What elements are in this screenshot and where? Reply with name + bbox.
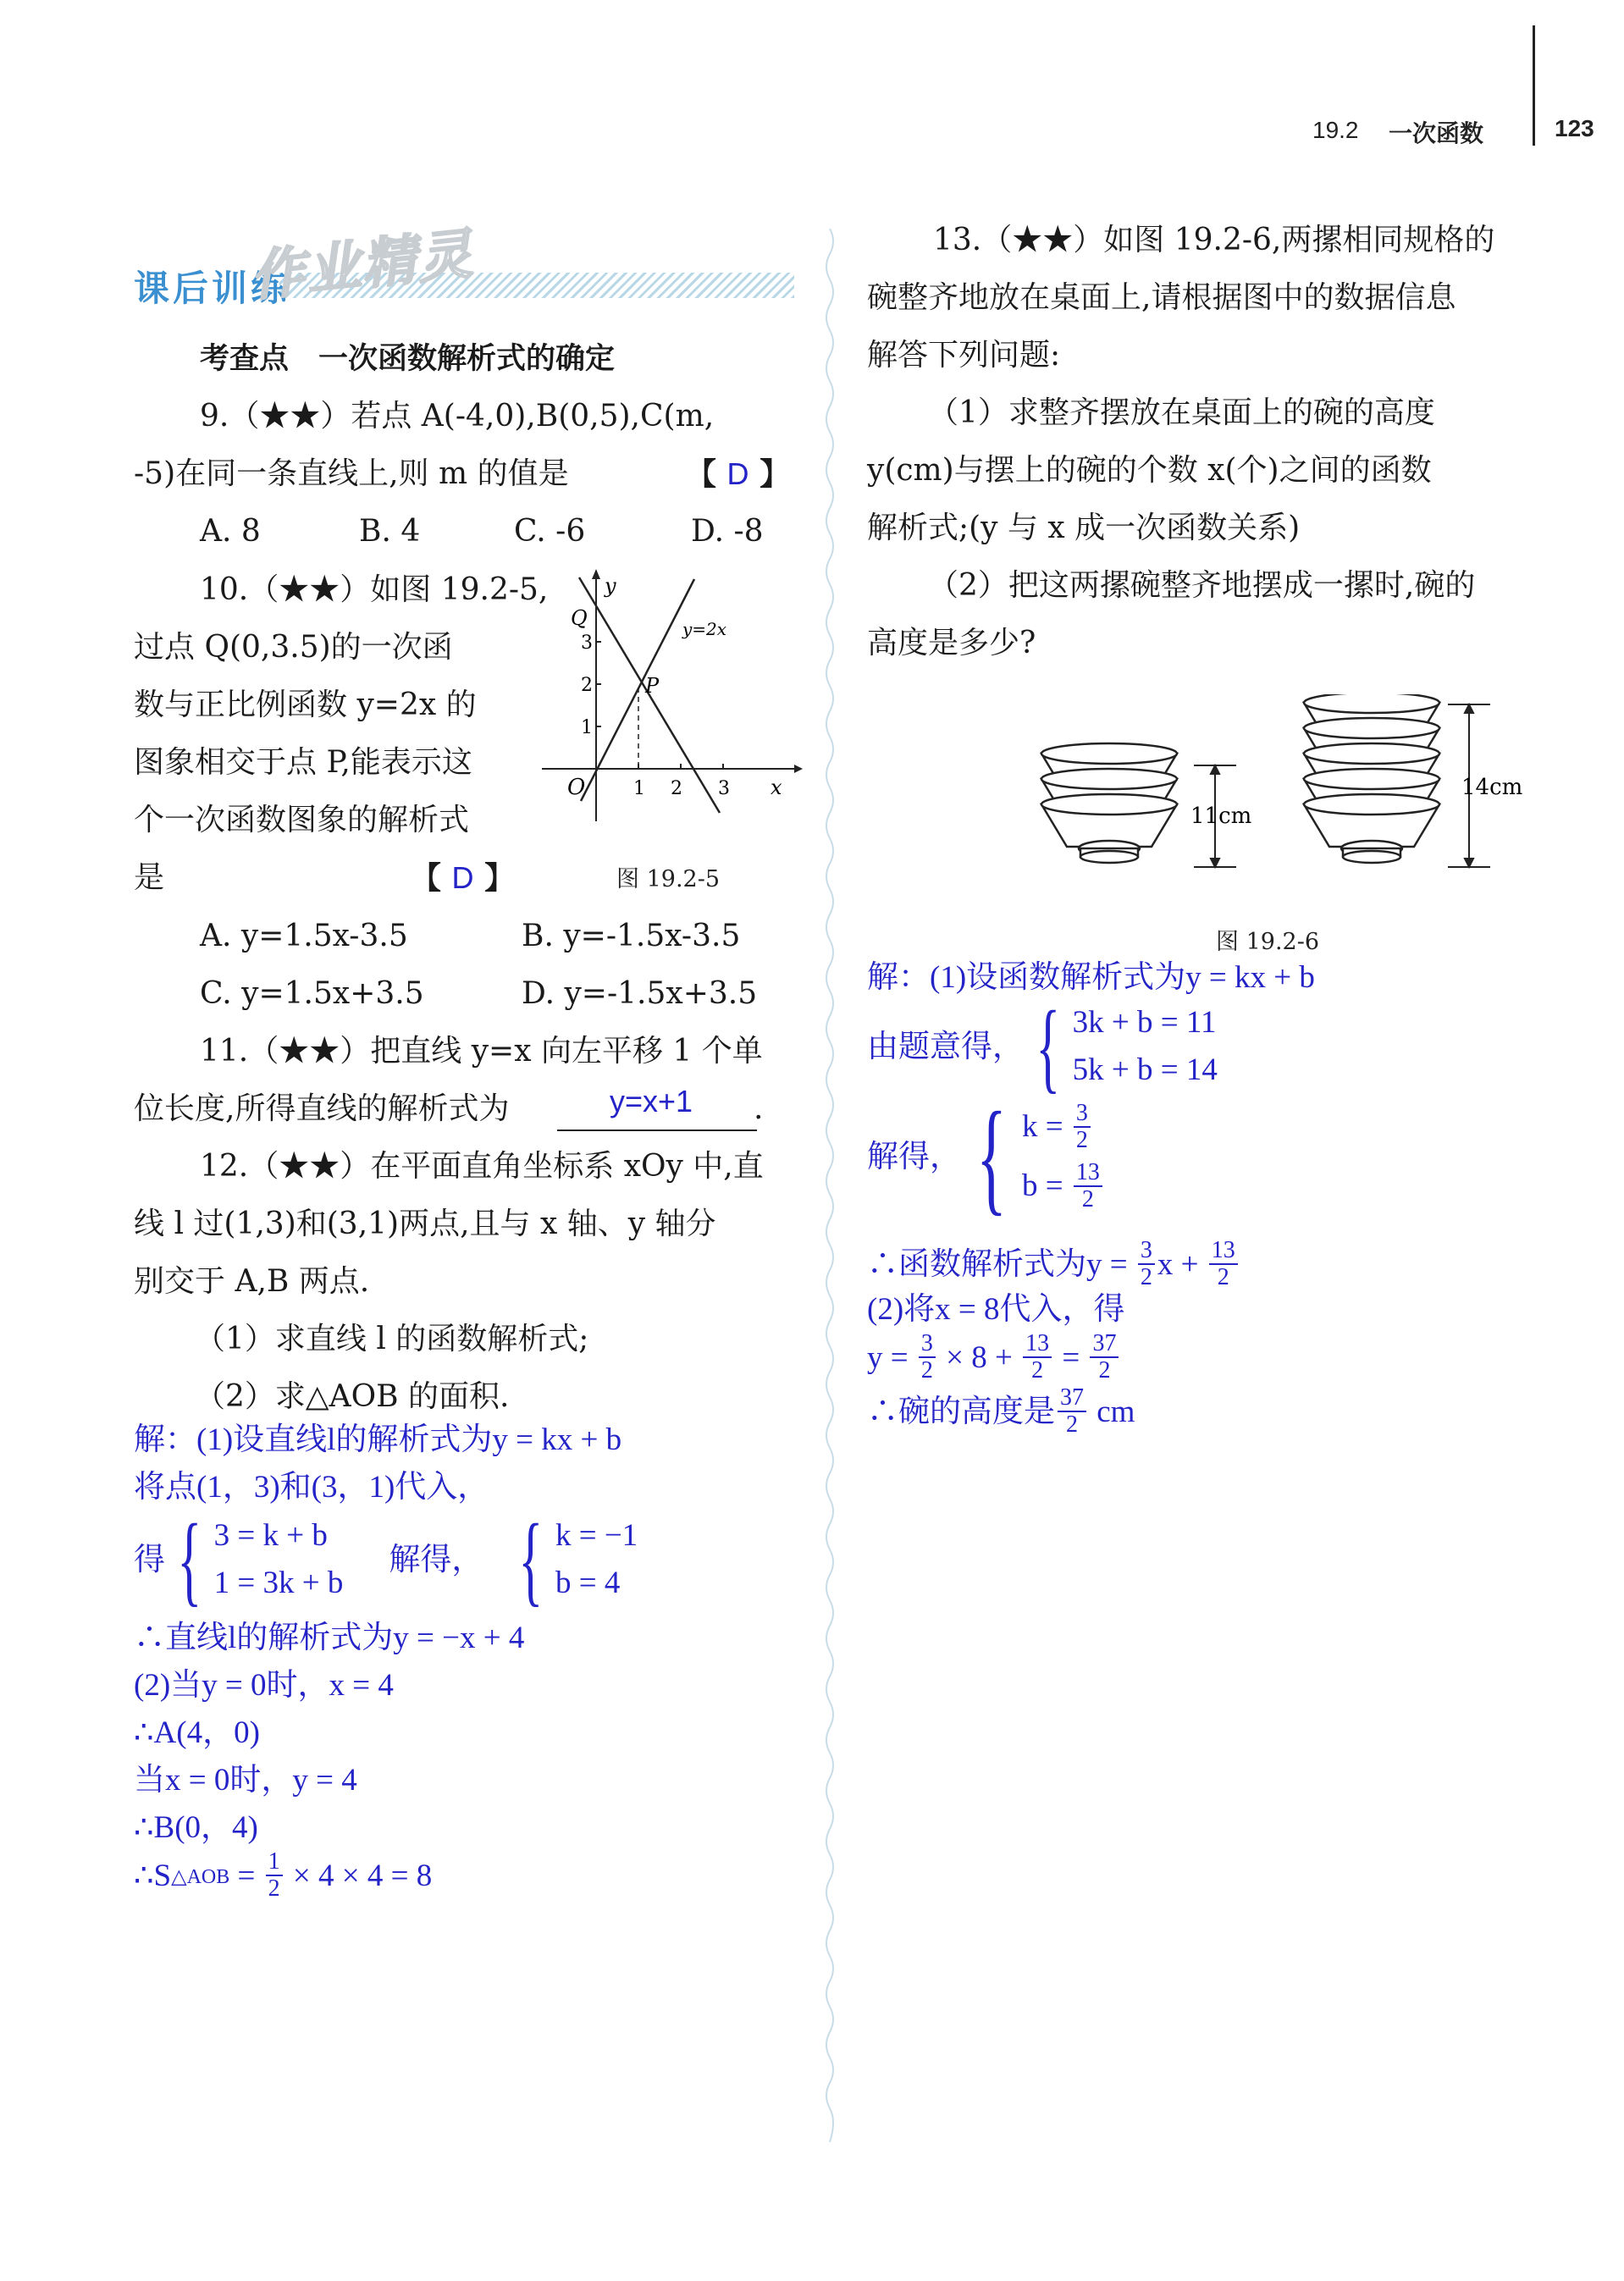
q10-answer: D xyxy=(451,860,474,895)
sol13-system2 xyxy=(867,1086,1105,1227)
sol12-l9b: = xyxy=(229,1858,263,1893)
q10-line6: 是 xyxy=(134,860,165,895)
sol12-line4: ∴直线l的解析式为y = −x + 4 xyxy=(134,1621,525,1655)
sol12-line7: 当x = 0时，y = 4 xyxy=(134,1763,357,1798)
sol12-l9sub: △AOB xyxy=(171,1866,230,1888)
sol12-l9a: ∴S xyxy=(134,1858,172,1893)
q13-line8: 高度是多少? xyxy=(867,626,1036,660)
q12-line2: 线 l 过(1,3)和(3,1)两点,且与 x 轴、y 轴分 xyxy=(134,1207,716,1241)
fraction: $\frac{13}{2}$ xyxy=(1209,1238,1238,1290)
brace-icon: { xyxy=(976,1086,1007,1227)
q9-option-c: C. -6 xyxy=(514,514,586,549)
y-tick-label-3: 3 xyxy=(581,632,593,654)
x-tick-label-3: 3 xyxy=(718,778,730,799)
sol12-l9c: × 4 × 4 = 8 xyxy=(284,1858,433,1893)
figure-19-2-5 xyxy=(533,567,804,838)
line-label: y=2x xyxy=(682,619,727,639)
q13-line1: 13.（★★）如图 19.2-6,两摞相同规格的 xyxy=(933,223,1495,257)
fraction: $\frac{3}{2}$ xyxy=(1138,1238,1155,1290)
y-label: y xyxy=(605,574,616,598)
q11-end: . xyxy=(754,1091,764,1126)
sol12-line5: (2)当y = 0时，x = 4 xyxy=(134,1668,394,1703)
sol13-line1: 解：(1)设函数解析式为y = kx + b xyxy=(867,960,1315,995)
sol12-eq2b: b = 4 xyxy=(555,1566,621,1600)
sol13-eq1b: 5k + b = 14 xyxy=(1072,1052,1218,1087)
brace-icon: { xyxy=(1036,990,1061,1102)
fraction: $\frac{3}{2}$ xyxy=(919,1331,936,1384)
x-tick-label-2: 2 xyxy=(671,778,682,799)
sol13-eq1a: 3k + b = 11 xyxy=(1072,1005,1217,1040)
q13-line4: （1）求整齐摆放在桌面上的碗的高度 xyxy=(928,395,1435,430)
q13-line2: 碗整齐地放在桌面上,请根据图中的数据信息 xyxy=(867,280,1456,315)
q9-line1: 9.（★★）若点 A(-4,0),B(0,5),C(m, xyxy=(200,399,715,434)
sol12-eq2a: k = −1 xyxy=(555,1518,638,1553)
q12-line3: 别交于 A,B 两点. xyxy=(134,1264,370,1299)
q13-line3: 解答下列问题: xyxy=(867,338,1061,373)
sol12-line8: ∴B(0，4) xyxy=(134,1810,258,1845)
sol13-line4: ∴函数解析式为y = $\frac{3}{2}$ x + $\frac{13}{2}$ xyxy=(867,1238,1240,1290)
x-axis-arrow xyxy=(794,765,803,773)
q10-line3: 数与正比例函数 y=2x 的 xyxy=(134,688,477,722)
x-label: x xyxy=(771,776,782,799)
sol13-tiyi: 由题意得， xyxy=(867,1029,1024,1064)
q10-line5: 个一次函数图象的解析式 xyxy=(134,803,470,837)
sol13-system1 xyxy=(867,990,1218,1102)
sol12-line1: 解：(1)设直线l的解析式为y = kx + b xyxy=(134,1422,622,1457)
q9-answer: D xyxy=(726,456,749,491)
sol12-de: 得 xyxy=(134,1542,165,1577)
header-section: 19.2 xyxy=(1312,117,1359,143)
brace-icon: { xyxy=(177,1503,202,1615)
q10-option-d: D. y=-1.5x+3.5 xyxy=(522,976,758,1011)
fraction: $\frac{3}{2}$ xyxy=(1074,1101,1091,1153)
sol12-eq1b: 1 = 3k + b xyxy=(213,1566,344,1600)
sol13-jiede: 解得， xyxy=(867,1139,961,1174)
column-divider xyxy=(820,229,840,2142)
sol13-line7: ∴碗的高度是 $\frac{37}{2}$ cm xyxy=(867,1384,1135,1438)
q9-option-b: B. 4 xyxy=(359,514,421,549)
fraction: $\frac{37}{2}$ xyxy=(1058,1385,1086,1438)
q10-answer-bracket: 【 D 】 xyxy=(411,860,516,896)
header-chapter: 一次函数 xyxy=(1389,120,1484,146)
x-tick-label-1: 1 xyxy=(633,778,645,799)
y-tick-label-1: 1 xyxy=(581,717,593,738)
q10-option-c: C. y=1.5x+3.5 xyxy=(200,976,424,1011)
figure-19-2-6-caption: 图 19.2-6 xyxy=(1216,929,1320,955)
fraction: $\frac{37}{2}$ xyxy=(1090,1331,1119,1384)
sol13-k-lhs: k = xyxy=(1022,1109,1071,1144)
topic-heading: 考查点 一次函数解析式的确定 xyxy=(200,342,616,376)
q12-line1: 12.（★★）在平面直角坐标系 xOy 中,直 xyxy=(200,1149,764,1184)
q9-option-a: A. 8 xyxy=(200,514,261,549)
sol13-line6: y = $\frac{3}{2}$ × 8 + $\frac{13}{2}$ = $\frac{37}{2}$ xyxy=(867,1331,1121,1384)
q10-option-b: B. y=-1.5x-3.5 xyxy=(522,919,741,953)
q10-line1: 10.（★★）如图 19.2-5, xyxy=(200,572,549,607)
fraction: $\frac{13}{2}$ xyxy=(1074,1160,1102,1212)
q12-line4: （1）求直线 l 的函数解析式; xyxy=(195,1322,589,1356)
fraction: $\frac{1}{2}$ xyxy=(266,1849,283,1902)
q9-line2: -5)在同一条直线上,则 m 的值是 xyxy=(134,456,569,491)
fraction: $\frac{13}{2}$ xyxy=(1023,1331,1052,1384)
q9-option-d: D. -8 xyxy=(691,514,764,549)
q13-line6: 解析式;(y 与 x 成一次函数关系) xyxy=(867,511,1301,545)
sol12-eq1a: 3 = k + b xyxy=(213,1518,328,1553)
q11-answer: y=x+1 xyxy=(610,1084,693,1118)
header-divider xyxy=(1533,25,1535,146)
q12-line5: （2）求△AOB 的面积. xyxy=(195,1379,510,1414)
q-label: Q xyxy=(571,606,588,630)
section-title: 课后训练 xyxy=(134,268,290,309)
q10-line4: 图象相交于点 P,能表示这 xyxy=(134,745,472,780)
q11-line1: 11.（★★）把直线 y=x 向左平移 1 个单 xyxy=(200,1034,763,1069)
q13-line7: （2）把这两摞碗整齐地摆成一摞时,碗的 xyxy=(928,568,1476,603)
sol12-line9 xyxy=(134,1849,432,1902)
figure-19-2-6 xyxy=(1033,694,1541,897)
y-axis-arrow xyxy=(592,569,600,579)
sol12-jiede: 解得， xyxy=(389,1542,483,1577)
q13-line5: y(cm)与摆上的碗的个数 x(个)之间的函数 xyxy=(867,453,1432,488)
right-bowl-stack xyxy=(1304,694,1439,863)
right-height-label: 14cm xyxy=(1461,775,1523,800)
left-height-label: 11cm xyxy=(1190,804,1252,829)
sol12-line2: 将点(1，3)和(3，1)代入， xyxy=(134,1470,489,1505)
q10-line2: 过点 Q(0,3.5)的一次函 xyxy=(134,630,453,665)
sol13-b-lhs: b = xyxy=(1022,1168,1071,1203)
sol13-line5: (2)将x = 8代入，得 xyxy=(867,1292,1125,1327)
figure-19-2-5-caption: 图 19.2-5 xyxy=(616,866,721,892)
watermark-logo: 作业精灵 xyxy=(247,223,477,309)
q9-answer-bracket: 【 D 】 xyxy=(686,456,791,492)
brace-icon: { xyxy=(518,1503,544,1615)
q11-line2: 位长度,所得直线的解析式为 xyxy=(134,1091,510,1126)
origin-label: O xyxy=(567,775,586,800)
sol12-line6: ∴A(4，0) xyxy=(134,1715,260,1750)
q11-answer-blank xyxy=(557,1129,757,1131)
p-label: P xyxy=(645,674,660,698)
sol12-system xyxy=(134,1503,638,1615)
q10-option-a: A. y=1.5x-3.5 xyxy=(200,919,408,953)
page-number: 123 xyxy=(1555,115,1594,141)
left-bowl-stack xyxy=(1041,743,1177,863)
y-tick-label-2: 2 xyxy=(581,675,593,696)
